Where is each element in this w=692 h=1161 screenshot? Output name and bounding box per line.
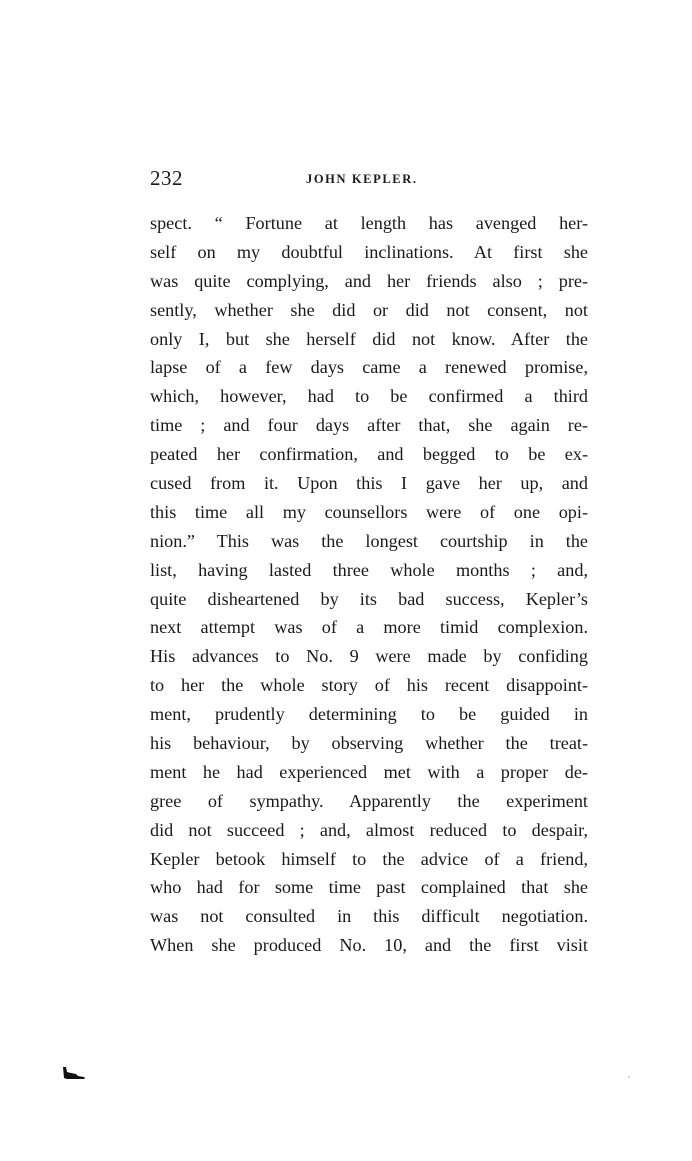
text-line: lapse of a few days came a renewed promise, xyxy=(150,357,588,378)
page-number: 232 xyxy=(150,166,183,190)
text-line: ment, prudently determining to be guided in xyxy=(150,704,588,725)
body-text xyxy=(150,209,588,960)
text-line: his behaviour, by observing whether the treat- xyxy=(150,733,588,754)
text-line: cused from it. Upon this I gave her up, and xyxy=(150,473,588,494)
text-line: Kepler betook himself to the advice of a friend, xyxy=(150,848,588,869)
text-line: When she produced No. 10, and the first visit xyxy=(150,935,588,956)
text-line: self on my doubtful inclinations. At first she xyxy=(150,241,588,262)
text-line: gree of sympathy. Apparently the experiment xyxy=(150,790,588,811)
text-line: which, however, had to be confirmed a third xyxy=(150,386,588,407)
text-line: spect. “ Fortune at length has avenged her- xyxy=(150,213,588,233)
text-line: next attempt was of a more timid complexion. xyxy=(150,617,588,638)
text-line: was not consulted in this difficult negotiation. xyxy=(150,906,588,927)
page-speck xyxy=(628,1076,630,1078)
text-line: this time all my counsellors were of one opi- xyxy=(150,501,588,522)
text-line: His advances to No. 9 were made by confiding xyxy=(150,646,588,667)
running-head xyxy=(150,166,590,196)
text-line: nion.” This was the longest courtship in the xyxy=(150,530,588,551)
text-line: quite disheartened by its bad success, Kepler’s xyxy=(150,588,588,609)
text-line: peated her confirmation, and begged to be ex- xyxy=(150,444,588,465)
text-line: ment he had experienced met with a proper de- xyxy=(150,761,588,782)
text-line: list, having lasted three whole months ; and, xyxy=(150,559,588,580)
text-line: did not succeed ; and, almost reduced to despair, xyxy=(150,819,588,840)
pointing-hand-icon xyxy=(62,1066,86,1082)
text-line: to her the whole story of his recent disappoint- xyxy=(150,675,588,696)
running-title: JOHN KEPLER. xyxy=(306,172,418,186)
text-line: was quite complying, and her friends also ; pre- xyxy=(150,270,588,291)
text-line: time ; and four days after that, she again re- xyxy=(150,415,588,436)
text-line: who had for some time past complained that she xyxy=(150,877,588,898)
text-line: sently, whether she did or did not consent, not xyxy=(150,299,588,320)
text-line: only I, but she herself did not know. After the xyxy=(150,328,588,349)
